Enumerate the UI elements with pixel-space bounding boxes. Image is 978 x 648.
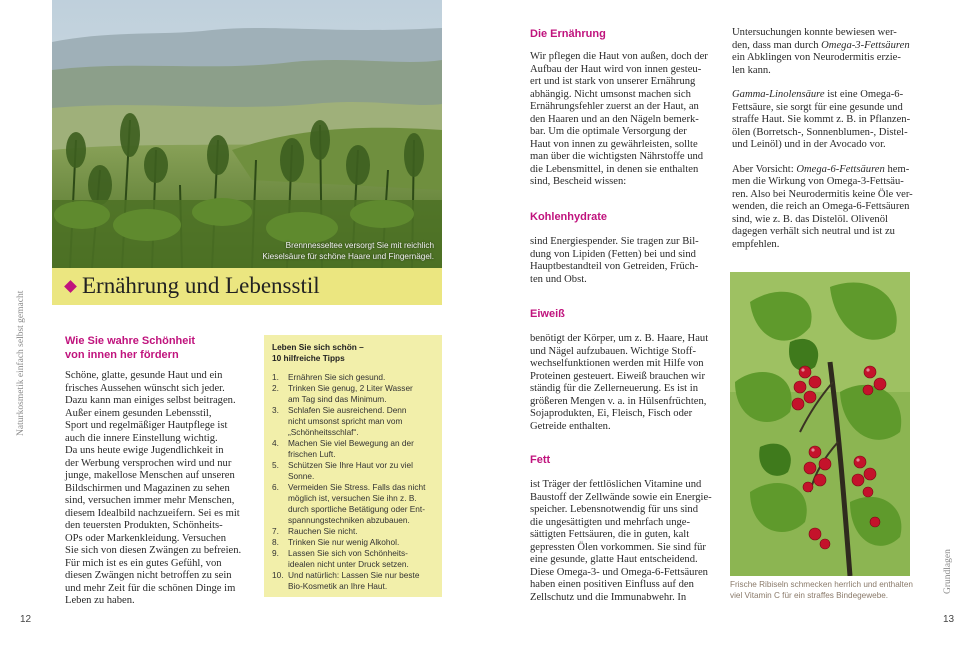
omega-text-block bbox=[732, 27, 922, 251]
tip-line: Ernähren Sie sich gesund. bbox=[288, 372, 386, 382]
body-line: dagegen verhält sich neutral und ist zu bbox=[732, 226, 895, 237]
body-line: abhängig. Nicht umsonst machen sich bbox=[530, 88, 691, 100]
body-line: und Nägel aufzubauen. Wichtige Stoff- bbox=[530, 345, 696, 357]
body-line: sättigten Fettsäuren, die in guten, kalt bbox=[530, 529, 690, 540]
page-number-left: 12 bbox=[20, 614, 32, 625]
kohlenhydrate-text bbox=[530, 236, 720, 286]
fett-text bbox=[530, 479, 720, 604]
body-line: haben einen positiven Einfluss auf den bbox=[530, 579, 694, 590]
tip-number: 8. bbox=[272, 537, 279, 547]
body-line: dung von Lipiden (Fetten) bei und sind bbox=[530, 248, 696, 260]
body-line: frisches Aussehen wünscht sich jeder. bbox=[65, 382, 225, 394]
body-line: Ernährungsfehler zuerst an der Haut, an bbox=[530, 101, 699, 112]
body-line: diesen Zwängen nicht betroffen zu sein bbox=[65, 570, 232, 581]
tip-number: 4. bbox=[272, 438, 279, 448]
section-title-band bbox=[52, 268, 442, 305]
tip-item bbox=[272, 570, 438, 592]
tip-line: Vermeiden Sie Stress. Falls das nicht bbox=[288, 482, 426, 492]
body-line bbox=[732, 164, 922, 177]
body-line: Untersuchungen konnte bewiesen wer- bbox=[732, 27, 897, 38]
photo-caption bbox=[134, 240, 434, 262]
body-line: der Werbung versprochen wird und nur bbox=[65, 457, 232, 469]
body-line: ist Träger der fettlöslichen Vitamine und bbox=[530, 479, 702, 490]
body-line: ein Abklingen von Neurodermitis erzie- bbox=[732, 52, 901, 63]
heading-kohlenhydrate: Kohlenhydrate bbox=[530, 211, 608, 223]
body-line: Für mich ist es ein gutes Gefühl, von bbox=[65, 557, 222, 569]
body-line: straffe Haut. Sie kommt z. B. in Pflanzen- bbox=[732, 114, 911, 125]
tip-number: 5. bbox=[272, 460, 279, 470]
body-line: gepressten Ölen vorkommen. Sie sind für bbox=[530, 541, 706, 553]
redcurrant-photo bbox=[730, 272, 910, 576]
body-line: ren. Also bei Neurodermitis keine Öle ver- bbox=[732, 188, 913, 200]
tip-item bbox=[272, 537, 438, 548]
ernaehrung-text bbox=[530, 51, 720, 189]
italic-term: Omega-3-Fettsäuren bbox=[821, 39, 910, 51]
running-side-title-right: Grundlagen bbox=[943, 549, 953, 594]
tip-line: Machen Sie viel Bewegung an der bbox=[288, 438, 414, 448]
body-line: Leben zu haben. bbox=[65, 595, 135, 606]
tip-line: Lassen Sie sich von Schönheits- bbox=[288, 548, 408, 558]
body-line: und Leinöl) und in der Avocado vor. bbox=[732, 139, 886, 150]
body-line: wechselfunktionen werden mit Hilfe von bbox=[530, 358, 704, 369]
body-line: ölen (Borretsch-, Sonnenblumen-, Distel- bbox=[732, 126, 908, 138]
section-ernaehrung bbox=[530, 27, 720, 189]
subheading-line: Wie Sie wahre Schönheit bbox=[65, 335, 196, 347]
tip-line: Sonne. bbox=[288, 471, 315, 481]
nettle-meadow-image bbox=[52, 0, 442, 268]
section-eiweiss bbox=[530, 307, 720, 433]
tip-number: 9. bbox=[272, 548, 279, 558]
caption-line: Brennnesseltee versorgt Sie mit reichlich bbox=[285, 241, 434, 250]
body-line: die Lebensmittel, in denen sie enthalten bbox=[530, 163, 699, 175]
tips-box bbox=[264, 335, 442, 597]
body-line: benötigt der Körper, um z. B. Haare, Haut bbox=[530, 333, 709, 344]
body-line: Aufbau der Haut wird von innen gesteu- bbox=[530, 63, 702, 75]
tip-line: „Schönheitsschlaf“. bbox=[288, 427, 359, 437]
tip-line: frischen Luft. bbox=[288, 449, 336, 459]
tip-line: am Tag sind das Minimum. bbox=[288, 394, 387, 404]
body-line: Fettsäure, sie sorgt für eine gesunde und bbox=[732, 101, 903, 113]
tip-number: 1. bbox=[272, 372, 279, 382]
tips-title bbox=[272, 342, 364, 364]
body-line: Zellschutz und die Immunabwehr. In bbox=[530, 591, 687, 603]
tip-item bbox=[272, 405, 438, 438]
body-line bbox=[732, 40, 922, 53]
body-line: Getreide enthalten. bbox=[530, 420, 611, 432]
body-line: und mehr Zeit für die schönen Dinge im bbox=[65, 582, 236, 594]
body-line: die ungesättigten und mehrfach unge- bbox=[530, 516, 691, 528]
body-line: junge, makellose Menschen auf unseren bbox=[65, 470, 235, 481]
tip-line: möglich ist, versuchen Sie ihn z. B. bbox=[288, 493, 417, 503]
tip-number: 6. bbox=[272, 482, 279, 492]
landscape-photo bbox=[52, 0, 442, 268]
body-line: Sport und regelmäßiger Hautpflege ist bbox=[65, 420, 228, 431]
body-line: Außer einem gesunden Lebensstil, bbox=[65, 407, 212, 419]
body-line: OPs oder Markenkleidung. Versuchen bbox=[65, 532, 227, 544]
subheading-line: von innen her fördern bbox=[65, 349, 179, 361]
body-line: speicher. Lebensnotwendig für uns sind bbox=[530, 504, 698, 515]
tip-number: 3. bbox=[272, 405, 279, 415]
body-line: bar. Um die optimale Versorgung der bbox=[530, 126, 687, 137]
text-run: den, dass man durch bbox=[732, 39, 822, 51]
tip-line: nicht umsonst spricht man vom bbox=[288, 416, 403, 426]
section-fett bbox=[530, 453, 720, 604]
tip-line: Trinken Sie genug, 2 Liter Wasser bbox=[288, 383, 413, 393]
diamond-bullet-icon bbox=[64, 280, 77, 293]
body-line: sind, wie z. B. das Distelöl. Olivenöl bbox=[732, 213, 888, 225]
heading-eiweiss: Eiweiß bbox=[530, 308, 565, 320]
body-line: diesem Idealbild nachzueifern. Sei es mit bbox=[65, 507, 240, 519]
body-line: größeren Mengen v. a. in Hülsenfrüchten, bbox=[530, 395, 707, 407]
body-line: den Haaren und an den Nägeln bemerk- bbox=[530, 113, 699, 125]
body-line: auch die innere Einstellung wichtig. bbox=[65, 432, 218, 444]
tips-title-line: Leben Sie sich schön – bbox=[272, 342, 364, 352]
tip-number: 7. bbox=[272, 526, 279, 536]
italic-term: Omega-6-Fettsäuren bbox=[796, 163, 885, 175]
caption-line: Frische Ribiseln schmecken herrlich und enthalten bbox=[730, 580, 913, 589]
body-line: men die Wirkung von Omega-3-Fettsäu- bbox=[732, 176, 904, 187]
body-line: Bildschirmen und Magazinen zu sehen bbox=[65, 482, 230, 494]
body-line: sind Energiespender. Sie tragen zur Bil- bbox=[530, 236, 699, 247]
heading-ernaehrung: Die Ernährung bbox=[530, 28, 606, 40]
body-line: wenden, die reich an Omega-6-Fettsäuren bbox=[732, 201, 910, 212]
tip-line: Schützen Sie Ihre Haut vor zu viel bbox=[288, 460, 413, 470]
subheading bbox=[65, 334, 195, 362]
body-line: len kann. bbox=[732, 64, 771, 76]
tip-item bbox=[272, 438, 438, 460]
heading-fett: Fett bbox=[530, 454, 551, 466]
tip-item bbox=[272, 548, 438, 570]
body-line bbox=[732, 89, 922, 102]
tip-line: Bio-Kosmetik an Ihre Haut. bbox=[288, 581, 388, 591]
body-line: Sojaprodukten, Ei, Fleisch, Fisch oder bbox=[530, 408, 693, 419]
body-line: Baustoff der Zellwände sowie ein Energie- bbox=[530, 491, 712, 503]
tip-item bbox=[272, 482, 438, 526]
caption-line: Kieselsäure für schöne Haare und Fingernägel. bbox=[262, 252, 434, 261]
body-line: man über die wichtigsten Nährstoffe und bbox=[530, 151, 704, 162]
tip-line: Rauchen Sie nicht. bbox=[288, 526, 358, 536]
tip-item bbox=[272, 460, 438, 482]
body-line: sind, Bescheid wissen: bbox=[530, 176, 627, 187]
tip-number: 2. bbox=[272, 383, 279, 393]
tip-item bbox=[272, 526, 438, 537]
tips-title-line: 10 hilfreiche Tipps bbox=[272, 353, 345, 363]
body-line: eine gesunde, glatte Haut entscheidend. bbox=[530, 554, 698, 565]
tip-item bbox=[272, 383, 438, 405]
body-line: ten und Obst. bbox=[530, 273, 587, 285]
eiweiss-text bbox=[530, 333, 720, 433]
body-line: Da uns heute ewige Jugendlichkeit in bbox=[65, 445, 224, 456]
intro-body-text bbox=[65, 370, 261, 608]
tip-line: Schlafen Sie ausreichend. Denn bbox=[288, 405, 407, 415]
body-line: Diese Omega-3- und Omega-6-Fettsäuren bbox=[530, 566, 708, 578]
body-line: empfehlen. bbox=[732, 238, 780, 250]
body-line: sind, versuchen immer mehr Menschen, bbox=[65, 495, 235, 506]
body-line: Dazu kann man einiges selbst beitragen. bbox=[65, 395, 236, 406]
italic-term: Gamma-Linolensäure bbox=[732, 89, 825, 100]
body-line: ert und ist stark von unserer Ernährung bbox=[530, 76, 696, 87]
tip-line: idealen nicht unter Druck setzen. bbox=[288, 559, 409, 569]
text-run: ist eine Omega-6- bbox=[824, 89, 904, 100]
tip-line: durch sportliche Betätigung oder Ent- bbox=[288, 504, 425, 514]
tip-line: Trinken Sie nur wenig Alkohol. bbox=[288, 537, 400, 547]
caption-line: viel Vitamin C für ein straffes Bindegewebe. bbox=[730, 590, 889, 600]
body-line: Hauptbestandteil von Getreiden, Früch- bbox=[530, 261, 699, 272]
redcurrant-image bbox=[730, 272, 910, 576]
body-line: Proteinen gesteuert. Eiweiß brauchen wir bbox=[530, 370, 706, 382]
tip-item bbox=[272, 372, 438, 383]
text-run: Aber Vorsicht: bbox=[732, 163, 797, 175]
section-kohlenhydrate bbox=[530, 210, 720, 286]
body-line: Wir pflegen die Haut von außen, doch der bbox=[530, 51, 708, 62]
body-line: den teuersten Produkten, Schönheits- bbox=[65, 520, 223, 531]
body-line: Schöne, glatte, gesunde Haut und ein bbox=[65, 370, 223, 381]
tip-line: spannungstechniken abzubauen. bbox=[288, 515, 410, 525]
section-title: Ernährung und Lebensstil bbox=[82, 273, 320, 298]
running-side-title-left: Naturkosmetik einfach selbst gemacht bbox=[16, 290, 26, 436]
body-line: ständig für die Zellerneuerung. Es ist in bbox=[530, 383, 698, 394]
page-number-right: 13 bbox=[943, 614, 955, 625]
body-line: Sie sich von diesen Zwängen zu befreien. bbox=[65, 545, 242, 556]
photo-caption-right bbox=[730, 580, 920, 601]
tips-list bbox=[272, 372, 438, 592]
text-run: hem- bbox=[884, 163, 910, 175]
tip-line: Und natürlich: Lassen Sie nur beste bbox=[288, 570, 420, 580]
body-line: Haut von innen zu gewährleisten, sollte bbox=[530, 138, 698, 150]
tip-number: 10. bbox=[272, 570, 284, 580]
